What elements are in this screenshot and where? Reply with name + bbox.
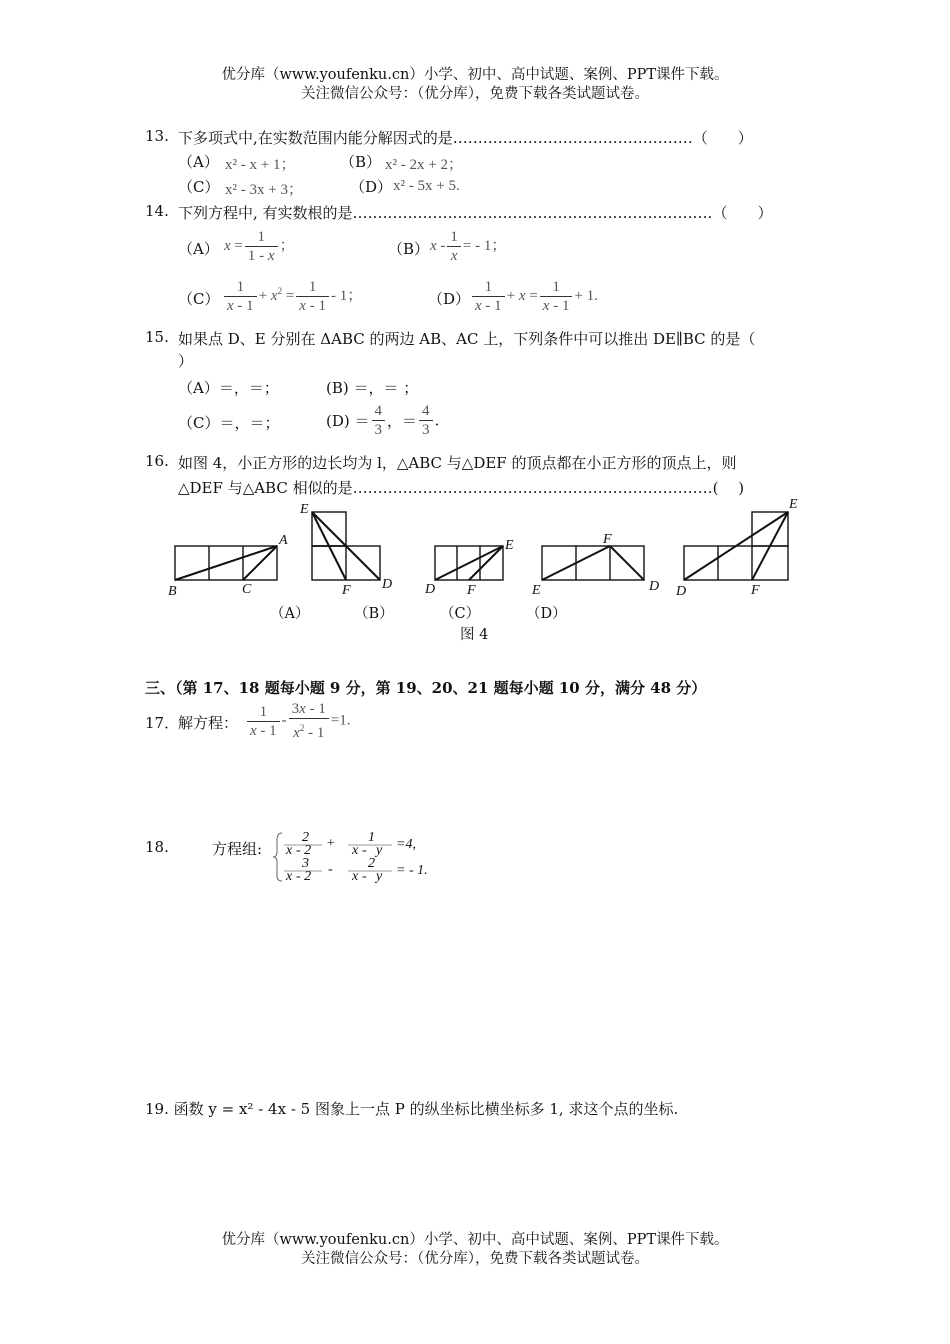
header-line-2: 关注微信公众号：（优分库），免费下载各类试题试卷。 bbox=[301, 86, 649, 102]
q17-text: 解方程： bbox=[178, 714, 239, 732]
q15-option-d-label: (D) ＝ bbox=[326, 412, 370, 430]
q13-option-d: x² - 5x + 5. bbox=[393, 178, 460, 194]
section-3-title: 三、（第 17、18 题每小题 9 分，第 19、20、21 题每小题 10 分，满分 48 分） bbox=[145, 679, 707, 697]
q18-text: 方程组: bbox=[212, 840, 263, 858]
footer-line-1: 优分库（www.youfenku.cn）小学、初中、高中试题、案例、PPT课件下载。 bbox=[221, 1232, 729, 1248]
q15-option-a: （A）＝，＝； bbox=[178, 379, 279, 397]
q14-option-b-label: （B） bbox=[388, 240, 430, 258]
q14-option-b-formula: x - $\frac{1}{x}$ = - 1； bbox=[430, 229, 507, 264]
q17-number: 17． bbox=[145, 714, 180, 732]
q19-text: 19. 函数 y = x² - 4x - 5 图象上一点 P 的纵坐标比横坐标多 1, 求这个点的坐标. bbox=[145, 1100, 679, 1118]
q18-system bbox=[272, 830, 462, 884]
svg-text:+: + bbox=[326, 836, 336, 851]
label-a: A bbox=[279, 533, 288, 548]
q15-d-frac2-num: 4 bbox=[419, 402, 433, 421]
q13-option-b: x² - 2x + 2； bbox=[385, 157, 463, 173]
q14-option-c-formula: $\frac{1}{x - 1}$ + $x^2$ = $\frac{1}{x - 1}$ - 1； bbox=[222, 278, 362, 315]
q13-option-b-label: （B） bbox=[340, 153, 382, 171]
figure-4 bbox=[160, 494, 820, 624]
q18-number: 18. bbox=[145, 838, 169, 856]
svg-text:3: 3 bbox=[302, 856, 309, 871]
svg-text:= - 1.: = - 1. bbox=[396, 863, 428, 878]
q13-option-a: x² - x + 1； bbox=[225, 157, 296, 173]
q14-option-a-label: （A） bbox=[178, 240, 219, 258]
q15-option-c: （C）＝，＝； bbox=[178, 414, 280, 432]
q15-stem: 如果点 D、E 分别在 ΔABC 的两边 AB、AC 上，下列条件中可以推出 DE∥BC 的是（ bbox=[178, 330, 756, 348]
q15-option-d-end: . bbox=[434, 411, 440, 430]
q13-option-a-label: （A） bbox=[178, 153, 219, 171]
fig-label-b: （B） bbox=[354, 606, 394, 622]
svg-text:-: - bbox=[362, 869, 367, 884]
q13-stem: 下多项式中,在实数范围内能分解因式的是…………………………………………（ ） bbox=[178, 129, 753, 147]
svg-text:=4,: =4, bbox=[396, 837, 416, 852]
figure-abc bbox=[175, 546, 277, 580]
svg-text:x: x bbox=[286, 869, 293, 884]
q13-option-c: x² - 3x + 3； bbox=[225, 182, 303, 198]
q15-d-frac1-den: 3 bbox=[374, 422, 382, 438]
footer-line-2: 关注微信公众号：（优分库），免费下载各类试题试卷。 bbox=[301, 1251, 649, 1267]
q17-formula: $\frac{1}{x - 1}$ - $\frac{3x - 1}{x^2 - 1}$ =1. bbox=[245, 700, 351, 742]
q15-d-frac1-num: 4 bbox=[372, 402, 386, 421]
q14-option-a-formula: x = $\frac{1}{1 - x}$ ； bbox=[224, 229, 295, 264]
svg-text:-: - bbox=[328, 862, 333, 877]
svg-text:-: - bbox=[362, 843, 367, 858]
header-line-1: 优分库（www.youfenku.cn）小学、初中、高中试题、案例、PPT课件下载。 bbox=[221, 67, 729, 83]
label-d-e: E bbox=[532, 583, 541, 598]
figure-caption: 图 4 bbox=[460, 627, 489, 643]
q15-number: 15. bbox=[145, 328, 169, 346]
svg-text:2: 2 bbox=[302, 830, 309, 845]
q15-d-frac2-den: 3 bbox=[422, 422, 430, 438]
figure-option-c bbox=[435, 546, 503, 580]
q14-stem: 下列方程中, 有实数根的是………………………………………………………………（ ） bbox=[178, 204, 773, 222]
label-d-d: D bbox=[649, 579, 660, 594]
q14-option-d-formula: $\frac{1}{x - 1}$ + x = $\frac{1}{x - 1}$ + 1. bbox=[470, 278, 598, 315]
figure-option-d bbox=[542, 546, 644, 580]
svg-text:y: y bbox=[376, 869, 383, 884]
label-c-f: F bbox=[467, 583, 476, 598]
svg-text:x: x bbox=[352, 869, 359, 884]
label-c-d: D bbox=[425, 582, 436, 597]
figure-option-e bbox=[684, 512, 788, 580]
fig-label-a: （A） bbox=[270, 606, 310, 622]
svg-text:- 2: - 2 bbox=[296, 869, 312, 884]
q16-number: 16. bbox=[145, 452, 169, 470]
label-b-d: D bbox=[382, 577, 393, 592]
q15-option-d-mid: ，＝ bbox=[387, 412, 418, 430]
label-e-f: F bbox=[751, 583, 760, 598]
svg-text:y: y bbox=[376, 843, 383, 858]
q13-number: 13. bbox=[145, 127, 169, 145]
label-b-e: E bbox=[300, 502, 309, 517]
label-e-e: E bbox=[789, 497, 798, 512]
fig-label-d: （D） bbox=[526, 606, 567, 622]
svg-text:2: 2 bbox=[368, 856, 375, 871]
q14-option-d-label: （D） bbox=[428, 290, 471, 308]
label-b-f: F bbox=[342, 583, 351, 598]
q15-option-d bbox=[326, 402, 439, 439]
svg-text:x: x bbox=[352, 843, 359, 858]
fig-label-c: （C） bbox=[440, 606, 481, 622]
q15-stem-end: ） bbox=[178, 352, 194, 370]
q16-stem: 如图 4，小正方形的边长均为 l，△ABC 与△DEF 的顶点都在小正方形的顶点上，则 bbox=[178, 454, 737, 472]
q16-stem-line2: △DEF 与△ABC 相似的是………………………………………………………………( ) bbox=[178, 479, 745, 497]
q13-option-c-label: （C） bbox=[178, 178, 220, 196]
label-d-f: F bbox=[603, 532, 612, 547]
label-c-e: E bbox=[505, 538, 514, 553]
svg-text:x: x bbox=[286, 843, 293, 858]
q13-option-d-label: （D） bbox=[350, 178, 393, 196]
label-e-d: D bbox=[676, 584, 687, 599]
q14-option-c-label: （C） bbox=[178, 290, 220, 308]
svg-text:1: 1 bbox=[368, 830, 375, 845]
label-c: C bbox=[242, 582, 252, 597]
figure-option-b bbox=[312, 512, 380, 580]
q15-option-b: (B) ＝，＝ ； bbox=[326, 379, 419, 397]
svg-text:- 2: - 2 bbox=[296, 843, 312, 858]
label-b: B bbox=[168, 584, 177, 599]
q14-number: 14. bbox=[145, 202, 169, 220]
